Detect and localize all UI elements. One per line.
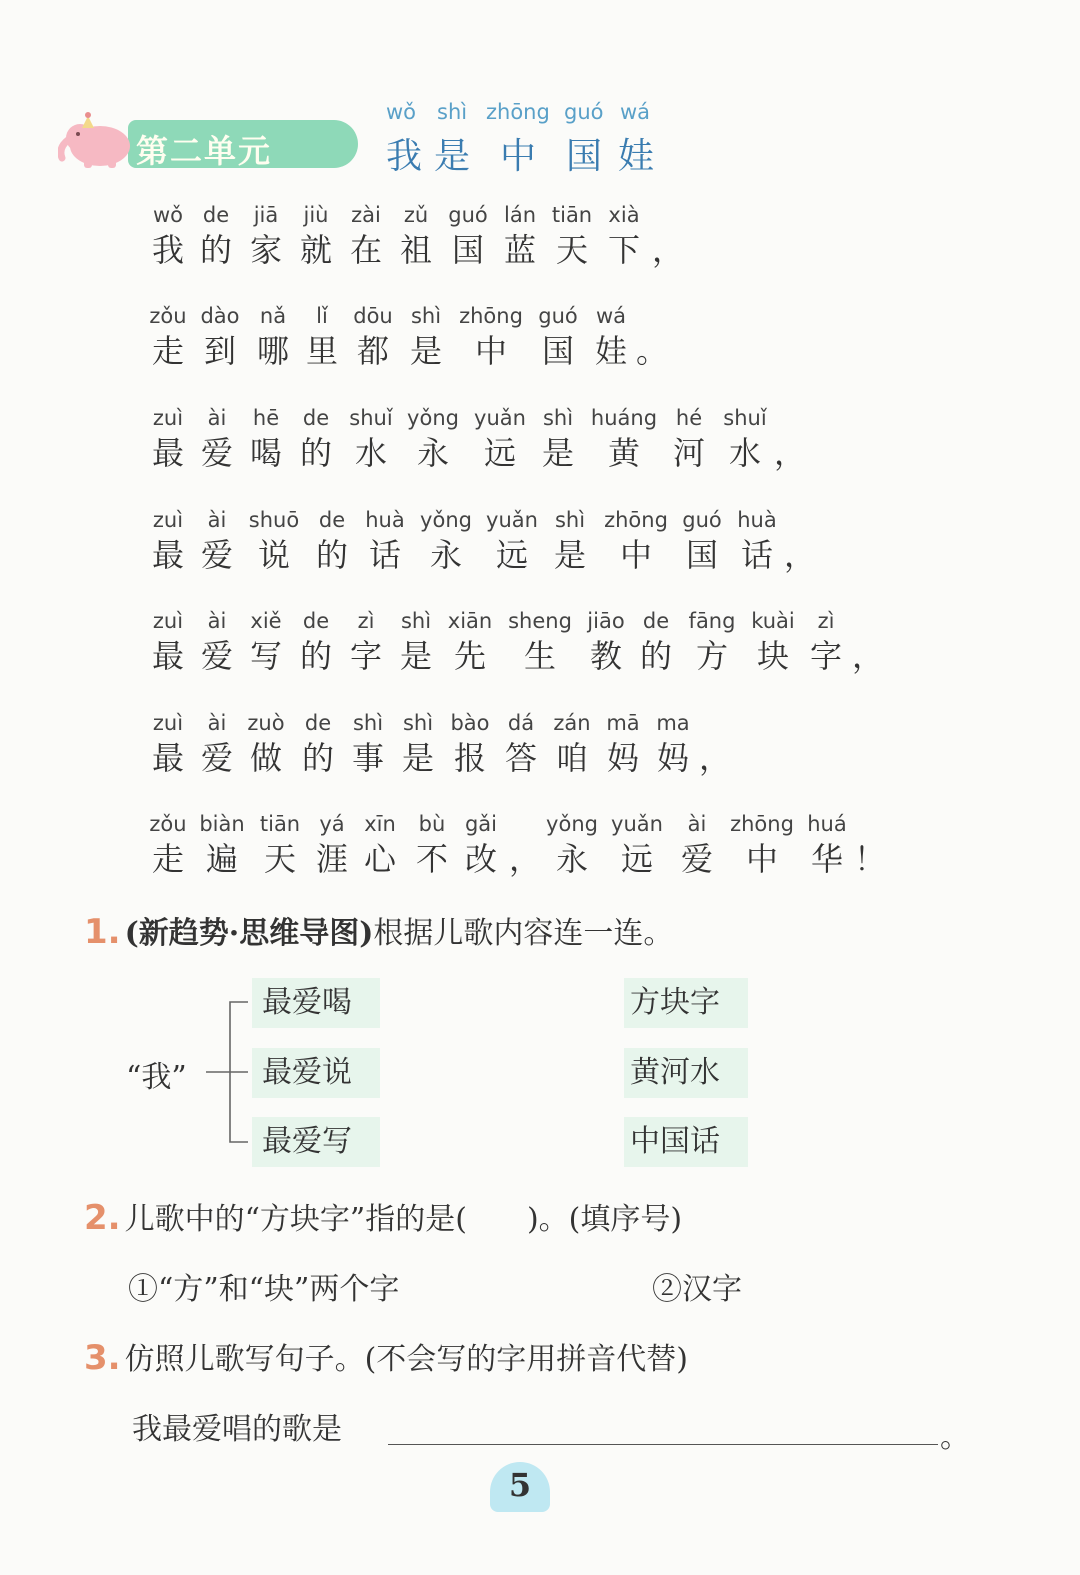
pinyin: ài [207,609,227,633]
hanzi: 最 [151,739,185,777]
hanzi: 字 [349,637,383,675]
question-number: 1. [84,912,121,952]
title-char: 娃 [618,136,655,177]
pinyin: wá [595,304,627,328]
pinyin: zài [351,203,381,227]
pinyin: yǒng [407,406,459,430]
pinyin: yá [319,812,345,836]
hanzi: ， [851,637,885,675]
pinyin: lǐ [316,304,328,328]
mind-map-subject: “我” [126,1060,187,1095]
hanzi: 是 [553,536,587,574]
match-left-item[interactable]: 最爱说 [252,1048,380,1098]
hanzi: 说 [257,536,291,574]
hanzi: 天 [555,231,588,269]
hanzi: 的 [199,231,233,269]
hanzi: 改 [464,840,498,878]
pinyin: biàn [199,812,245,836]
hanzi: 家 [249,231,283,269]
hanzi: 的 [639,637,673,675]
hanzi: 走 [151,332,184,370]
pinyin: zuò [247,711,285,735]
pinyin: dá [507,711,535,735]
hanzi: 爱 [200,637,234,675]
hanzi: 事 [351,739,385,777]
pinyin: tiān [551,203,593,227]
pinyin: zuì [152,609,184,633]
pinyin: huà [737,508,777,532]
hanzi: 最 [151,637,185,675]
pinyin: mā [606,711,640,735]
pinyin: yuǎn [486,508,538,532]
hanzi: 是 [399,637,433,675]
pinyin: xià [608,203,640,227]
pinyin: nǎ [259,304,287,328]
hanzi: ， [651,231,685,269]
question-number: 2. [84,1198,121,1238]
pinyin: yuǎn [474,406,526,430]
hanzi: 喝 [249,434,283,472]
title-char: 中 [500,136,537,177]
hanzi: 永 [429,536,463,574]
pinyin: zhōng [730,812,794,836]
hanzi: 华 [810,840,843,878]
pinyin: de [302,406,330,430]
pinyin: shì [352,711,384,735]
hanzi: 中 [619,536,653,574]
hanzi: 不 [415,840,449,878]
hanzi: 是 [409,332,443,370]
hanzi: 块 [756,637,789,675]
pinyin: zǔ [403,203,429,227]
hanzi: 娃 [594,332,628,370]
hanzi: 永 [416,434,450,472]
hanzi: 话 [740,536,773,574]
hanzi: 方 [695,637,728,675]
pinyin: xiān [447,609,493,633]
hanzi: 祖 [399,231,433,269]
hanzi: 远 [495,536,529,574]
title-pinyin: wá [620,100,651,124]
hanzi: ， [773,434,807,472]
hanzi: 字 [809,637,843,675]
pinyin: jiāo [587,609,625,633]
hanzi: 水 [354,434,387,472]
hanzi: 中 [745,840,779,878]
hanzi: 爱 [200,434,234,472]
hanzi: 生 [523,637,556,675]
question-tag: (新趋势·思维导图) [124,916,374,951]
title-char: 我 [386,136,423,177]
question-text: 仿照儿歌写句子。(不会写的字用拼音代替) [124,1342,688,1377]
unit-label: 第二单元 [136,132,273,170]
pinyin: zuì [152,711,184,735]
pinyin: zuì [152,508,184,532]
pinyin: zì [817,609,835,633]
hanzi: 的 [315,536,349,574]
pinyin: shuǐ [723,406,767,430]
hanzi: 水 [728,434,761,472]
question-3 [84,1334,688,1378]
pinyin: de [202,203,230,227]
sentence-prompt: 我最爱唱的歌是 [132,1412,342,1447]
hanzi: 就 [299,231,333,269]
pinyin: de [642,609,670,633]
pinyin: xiě [250,609,282,633]
pinyin: ài [687,812,707,836]
pinyin: huáng [590,406,658,430]
title-pinyin: shì [437,100,468,124]
hanzi: 报 [453,739,487,777]
hanzi: 心 [363,840,397,878]
pinyin: de [302,609,330,633]
match-right-item[interactable]: 黄河水 [624,1048,748,1098]
hanzi: 远 [483,434,517,472]
hanzi: 最 [151,536,185,574]
hanzi: 国 [451,231,484,269]
hanzi: 爱 [200,536,234,574]
title-char: 国 [566,136,603,177]
pinyin: shuō [248,508,300,532]
hanzi: 黄 [607,434,641,472]
hanzi: 话 [368,536,401,574]
hanzi: 妈 [656,739,690,777]
hanzi: 答 [504,739,538,777]
hanzi: 妈 [606,739,640,777]
hanzi: 哪 [256,332,290,370]
pinyin: shì [554,508,586,532]
pinyin: huà [365,508,405,532]
answer-blank-line[interactable] [388,1444,938,1445]
pinyin: de [318,508,346,532]
hanzi: 远 [620,840,654,878]
hanzi: 的 [299,434,333,472]
pinyin: jiù [303,203,329,227]
pinyin: shì [402,711,434,735]
hanzi: ， [698,739,732,777]
hanzi: 咱 [555,739,589,777]
hanzi: 永 [555,840,589,878]
pinyin: shì [400,609,432,633]
hanzi: 的 [299,637,333,675]
hanzi: 爱 [680,840,714,878]
pinyin: wǒ [152,203,184,227]
hanzi: 在 [349,231,383,269]
option-2: ②汉字 [652,1272,742,1307]
title-char: 是 [434,136,471,177]
pinyin: fāng [688,609,736,633]
pinyin: bù [418,812,446,836]
pinyin: yuǎn [611,812,663,836]
hanzi: 最 [151,434,185,472]
pinyin: guó [682,508,722,532]
match-left-item[interactable]: 最爱写 [252,1117,380,1167]
hanzi: ！ [853,840,887,878]
pinyin: dào [200,304,240,328]
question-number: 3. [84,1338,121,1378]
hanzi: ， [508,840,542,878]
pinyin: ài [207,508,227,532]
pinyin: gǎi [464,812,498,836]
pinyin: bào [450,711,490,735]
title-pinyin: zhōng [486,100,550,124]
sentence-end-mark: 。 [940,1420,970,1455]
pinyin: guó [538,304,578,328]
hanzi: 中 [474,332,508,370]
match-right-item[interactable]: 中国话 [624,1117,748,1167]
hanzi: ， [783,536,817,574]
hanzi: 国 [685,536,718,574]
pinyin: zhōng [604,508,668,532]
hanzi: 蓝 [503,231,537,269]
hanzi: 走 [151,840,184,878]
hanzi: 是 [401,739,435,777]
hanzi: 做 [249,739,282,777]
pinyin: yǒng [420,508,472,532]
hanzi: 里 [305,332,339,370]
pinyin: zǒu [149,304,187,328]
hanzi: 爱 [200,739,234,777]
pinyin: shì [542,406,574,430]
pinyin: hē [252,406,280,430]
match-right-item[interactable]: 方块字 [624,978,748,1028]
hanzi: 到 [203,332,237,370]
option-1: ①“方”和“块”两个字 [128,1272,400,1307]
pinyin: ài [207,406,227,430]
pinyin: lán [503,203,537,227]
pinyin: zuì [152,406,184,430]
pinyin: kuài [751,609,795,633]
pinyin: dōu [353,304,393,328]
pinyin: shì [410,304,442,328]
pinyin: ài [207,711,227,735]
hanzi: 的 [301,739,335,777]
hanzi: 写 [249,637,283,675]
pinyin: guó [448,203,488,227]
hanzi: 天 [263,840,296,878]
pinyin: tiān [259,812,301,836]
pinyin: shuǐ [349,406,393,430]
pinyin: de [304,711,332,735]
pinyin: yǒng [546,812,598,836]
hanzi: 河 [672,434,706,472]
hanzi: 遍 [205,840,238,878]
hanzi: 是 [541,434,575,472]
pinyin: jiā [253,203,279,227]
question-text: 根据儿歌内容连一连。 [373,916,674,951]
pinyin: zì [357,609,375,633]
title-pinyin: wǒ [386,100,417,124]
pinyin: xīn [364,812,396,836]
question-text[interactable]: 儿歌中的“方块字”指的是( )。(填序号) [124,1202,683,1237]
hanzi: 都 [356,332,389,370]
pinyin: huá [807,812,847,836]
page-number: 5 [508,1466,532,1504]
pinyin: hé [675,406,703,430]
hanzi: 涯 [315,840,349,878]
hanzi: 先 [453,637,487,675]
hanzi: 国 [541,332,574,370]
pinyin: sheng [508,609,572,633]
title-pinyin: guó [564,100,604,124]
question-2 [84,1194,682,1238]
match-left-item[interactable]: 最爱喝 [252,978,380,1028]
hanzi: 下 [607,231,641,269]
hanzi: 我 [151,231,185,269]
pinyin: zǒu [149,812,187,836]
hanzi: 。 [635,332,669,370]
pinyin: ma [656,711,690,735]
pinyin: zhōng [459,304,523,328]
pinyin: zán [553,711,591,735]
hanzi: 教 [589,637,623,675]
